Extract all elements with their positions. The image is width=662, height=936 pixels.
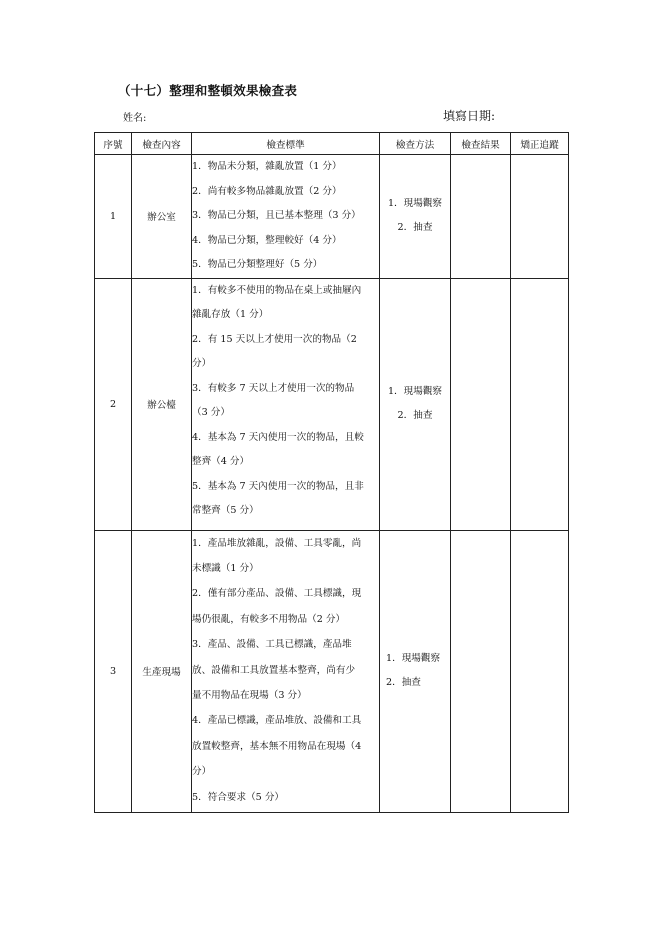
criteria-line: （3 分） [192, 407, 230, 418]
criteria-line: 4．基本為 7 天內使用一次的物品，且較 [192, 431, 364, 443]
fill-date-label: 填寫日期: [443, 109, 496, 123]
criteria-line: 3．產品、設備、工具已標識，產品堆 [192, 639, 352, 651]
method-line: 1．現場觀察 [387, 198, 443, 210]
row-number: 3 [95, 530, 132, 812]
criteria-line: 場仍很亂，有較多不用物品（2 分） [192, 613, 346, 625]
row-criteria [192, 278, 380, 530]
row-number: 1 [95, 155, 132, 279]
row-content: 辦公檯 [132, 278, 192, 530]
table-header-row [95, 133, 569, 155]
row-number: 2 [95, 278, 132, 530]
criteria-line: 5．符合要求（5 分） [192, 791, 285, 803]
header-method: 檢查方法 [380, 133, 451, 155]
row-content: 生產現場 [132, 530, 192, 812]
tracking-cell[interactable] [511, 530, 569, 812]
method-line: 1．現場觀察 [386, 653, 441, 664]
result-cell[interactable] [451, 530, 511, 812]
criteria-line: 3．物品已分類，且已基本整理（3 分） [192, 210, 361, 221]
row-content: 辦公室 [132, 155, 192, 279]
name-label: 姓名: [123, 113, 147, 124]
header-tracking: 矯正追蹤 [511, 133, 569, 155]
header-no: 序號 [95, 133, 132, 155]
row-method [380, 155, 451, 279]
row-method [380, 530, 451, 812]
table-row [95, 530, 569, 812]
table-row [95, 278, 569, 530]
row-criteria [192, 530, 380, 812]
criteria-line: 5．基本為 7 天內使用一次的物品，且非 [192, 480, 364, 492]
page-title: （十七）整理和整頓效果檢查表 [118, 83, 298, 98]
criteria-line: 1．產品堆放雜亂，設備、工具零亂，尚 [192, 537, 362, 549]
criteria-line: 分） [192, 766, 212, 778]
criteria-line: 4．產品已標識，產品堆放、設備和工具 [192, 715, 362, 727]
criteria-line: 常整齊（5 分） [192, 505, 259, 516]
tracking-cell[interactable] [511, 155, 569, 279]
criteria-line: 量不用物品在現場（3 分） [192, 689, 307, 701]
header-criteria: 檢查標準 [192, 133, 380, 155]
criteria-line: 分） [192, 358, 212, 369]
result-cell[interactable] [451, 155, 511, 279]
method-line: 1．現場觀察 [387, 386, 443, 397]
criteria-line: 2．僅有部分產品、設備、工具標識，現 [192, 588, 362, 600]
header-content: 檢查內容 [132, 133, 192, 155]
method-line: 2．抽查 [386, 677, 421, 688]
tracking-cell[interactable] [511, 278, 569, 530]
row-method [380, 278, 451, 530]
inspection-table [94, 132, 569, 813]
criteria-line: 2．有 15 天以上才使用一次的物品（2 [192, 333, 357, 345]
criteria-line: 1．有較多不使用的物品在桌上或抽屜內 [192, 284, 362, 296]
criteria-line: 3．有較多 7 天以上才使用一次的物品 [192, 382, 355, 394]
header-result: 檢查結果 [451, 133, 511, 155]
method-line: 2．抽查 [397, 410, 433, 421]
criteria-line: 1．物品未分類，雜亂放置（1 分） [192, 161, 342, 172]
criteria-line: 4．物品已分類，整理較好（4 分） [192, 234, 342, 246]
criteria-line: 整齊（4 分） [192, 456, 250, 467]
result-cell[interactable] [451, 278, 511, 530]
row-criteria [192, 155, 380, 279]
criteria-line: 未標識（1 分） [192, 562, 259, 574]
criteria-line: 放、設備和工具放置基本整齊，尚有少 [192, 664, 356, 676]
criteria-line: 放置較整齊，基本無不用物品在現場（4 [192, 740, 362, 752]
method-line: 2．抽查 [397, 222, 433, 234]
criteria-line: 5．物品已分類整理好（5 分） [192, 259, 323, 270]
table-row [95, 155, 569, 279]
criteria-line: 雜亂存放（1 分） [192, 309, 269, 320]
criteria-line: 2．尚有較多物品雜亂放置（2 分） [192, 185, 342, 197]
